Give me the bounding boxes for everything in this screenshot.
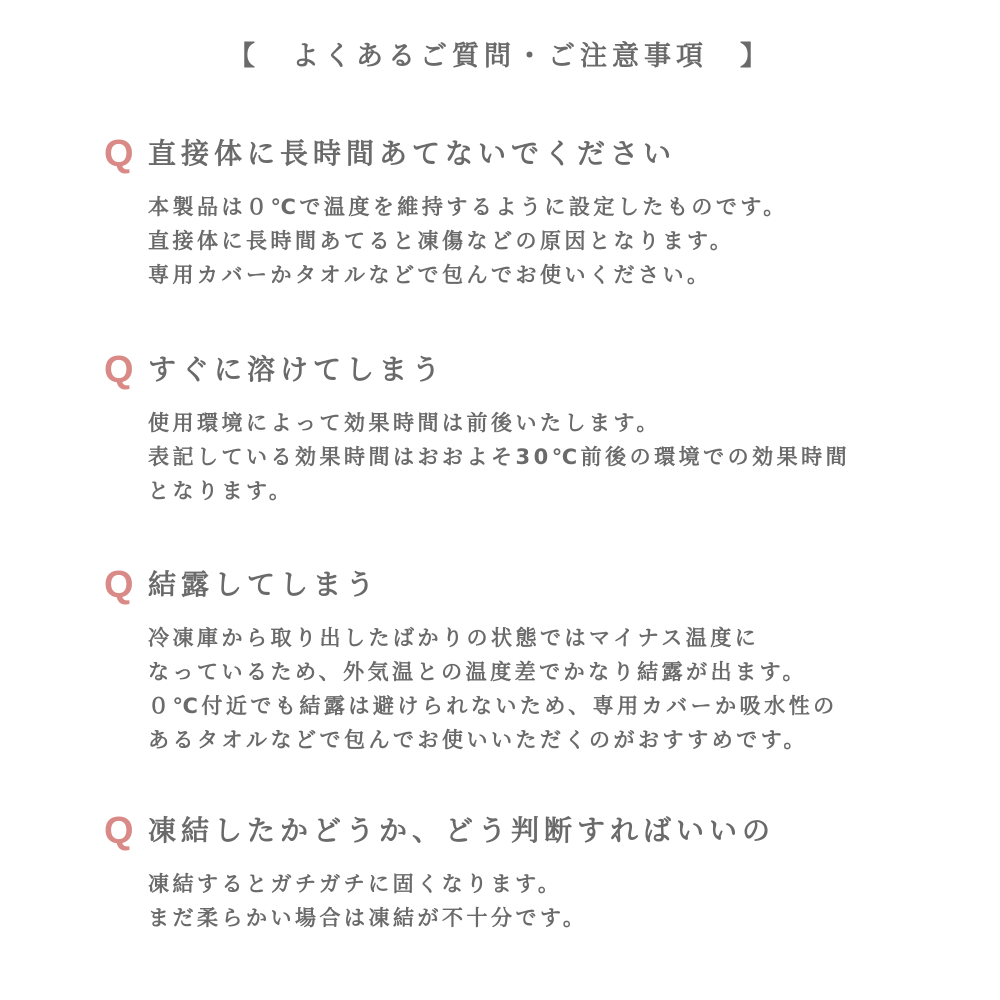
qa-section-condensation bbox=[104, 563, 964, 757]
answer-line: 冷凍庫から取り出したばかりの状態ではマイナス温度に bbox=[148, 626, 760, 650]
answer-line: 専用カバーかタオルなどで包んでお使いください。 bbox=[148, 263, 712, 287]
q-mark: Q bbox=[104, 133, 134, 175]
question-row bbox=[104, 348, 964, 392]
answer-block bbox=[104, 621, 964, 757]
answer-line: あるタオルなどで包んでお使いいただくのがおすすめです。 bbox=[148, 728, 809, 752]
question-title: 結露してしまう bbox=[148, 568, 380, 601]
qa-section-melts-quickly bbox=[104, 348, 964, 508]
answer-block bbox=[104, 867, 964, 935]
answer-line: 本製品は０℃で温度を維持するように設定したものです。 bbox=[148, 195, 788, 219]
question-title: すぐに溶けてしまう bbox=[148, 353, 446, 386]
answer-line: なっているため、外気温との温度差でかなり結露が出ます。 bbox=[148, 660, 807, 684]
q-mark: Q bbox=[104, 564, 134, 606]
question-row bbox=[104, 132, 964, 176]
answer-line: 表記している効果時間はおおよそ30℃前後の環境での効果時間 bbox=[148, 445, 851, 469]
question-row bbox=[104, 563, 964, 607]
answer-block bbox=[104, 406, 964, 508]
answer-line: まだ柔らかい場合は凍結が不十分です。 bbox=[148, 906, 588, 930]
question-title: 凍結したかどうか、どう判断すればいいの bbox=[148, 814, 776, 847]
answer-block bbox=[104, 190, 964, 292]
answer-line: ０℃付近でも結露は避けられないため、専用カバーか吸水性の bbox=[148, 694, 838, 718]
qa-section-frozen-check bbox=[104, 809, 964, 935]
q-mark: Q bbox=[104, 349, 134, 391]
question-title: 直接体に長時間あてないでください bbox=[148, 137, 677, 170]
qa-section-direct-contact bbox=[104, 132, 964, 292]
answer-line: となります。 bbox=[148, 479, 294, 503]
page-title: 【 よくあるご質問・ご注意事項 】 bbox=[228, 41, 772, 72]
q-mark: Q bbox=[104, 810, 134, 852]
question-row bbox=[104, 809, 964, 853]
answer-line: 凍結するとガチガチに固くなります。 bbox=[148, 872, 563, 896]
answer-line: 使用環境によって効果時間は前後いたします。 bbox=[148, 411, 661, 435]
answer-line: 直接体に長時間あてると凍傷などの原因となります。 bbox=[148, 229, 735, 253]
